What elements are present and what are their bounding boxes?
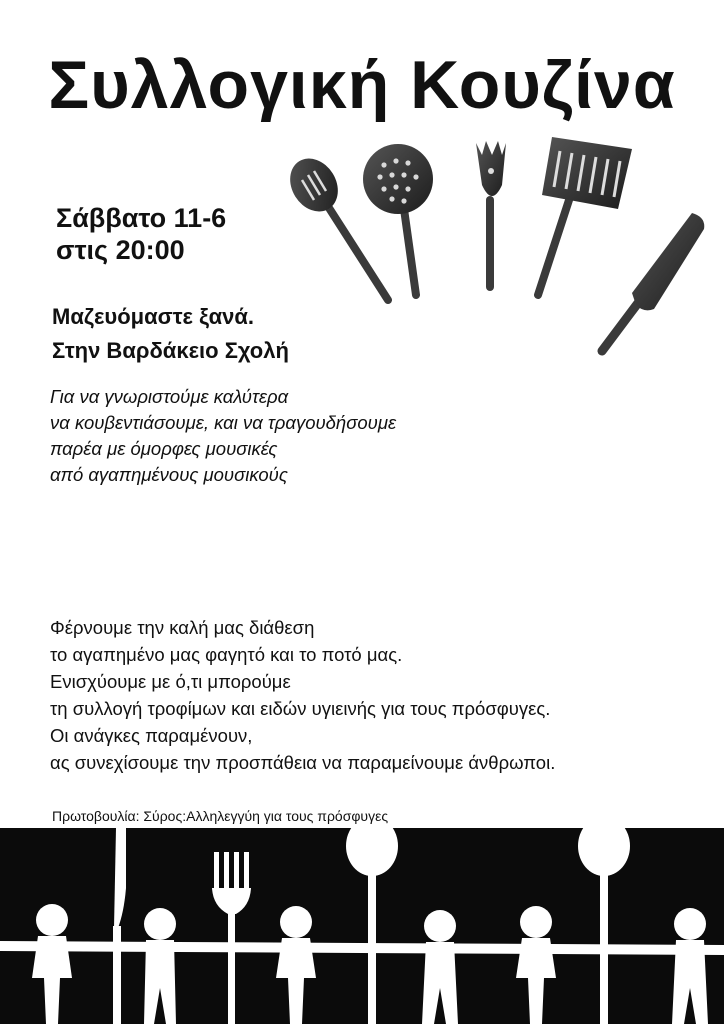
pasta-server-icon xyxy=(476,141,506,287)
event-time: στις 20:00 xyxy=(56,235,185,265)
appeal-line: Ενισχύουμε με ό,τι μπορούμε xyxy=(50,671,291,692)
meeting-location: Στην Βαρδάκειο Σχολή xyxy=(52,338,289,363)
appeal-line: ας συνεχίσουμε την προσπάθεια να παραμείνουμε άνθρωποι. xyxy=(50,752,556,773)
event-day: Σάββατο 11-6 xyxy=(56,203,227,233)
slotted-turner-icon xyxy=(538,137,632,295)
appeal-line: Φέρνουμε την καλή μας διάθεση xyxy=(50,617,315,638)
invitation-line: Για να γνωριστούμε καλύτερα xyxy=(50,386,289,407)
appeal-line: το αγαπημένο μας φαγητό και το ποτό μας. xyxy=(50,644,403,665)
paper-chain-people-illustration xyxy=(0,828,724,1024)
event-date xyxy=(56,202,226,266)
invitation-line: να κουβεντιάσουμε, και να τραγουδήσουμε xyxy=(50,412,397,433)
poster-title: Συλλογική Κουζίνα xyxy=(48,47,676,123)
pie-server-icon xyxy=(602,213,704,351)
invitation-line: παρέα με όμορφες μουσικές xyxy=(50,438,278,459)
initiative-credit: Πρωτοβουλία: Σύρος:Αλληλεγγύη για τους πρόσφυγες xyxy=(52,808,389,824)
invitation-text xyxy=(50,384,396,488)
appeal-text xyxy=(50,614,555,776)
meeting-info xyxy=(52,300,289,368)
invitation-line: από αγαπημένους μουσικούς xyxy=(50,464,288,485)
meeting-line: Μαζευόμαστε ξανά. xyxy=(52,304,254,329)
appeal-line: Οι ανάγκες παραμένουν, xyxy=(50,725,253,746)
appeal-line: τη συλλογή τροφίμων και ειδών υγιεινής για τους πρόσφυγες. xyxy=(50,698,551,719)
kitchen-utensils-illustration xyxy=(280,125,720,360)
